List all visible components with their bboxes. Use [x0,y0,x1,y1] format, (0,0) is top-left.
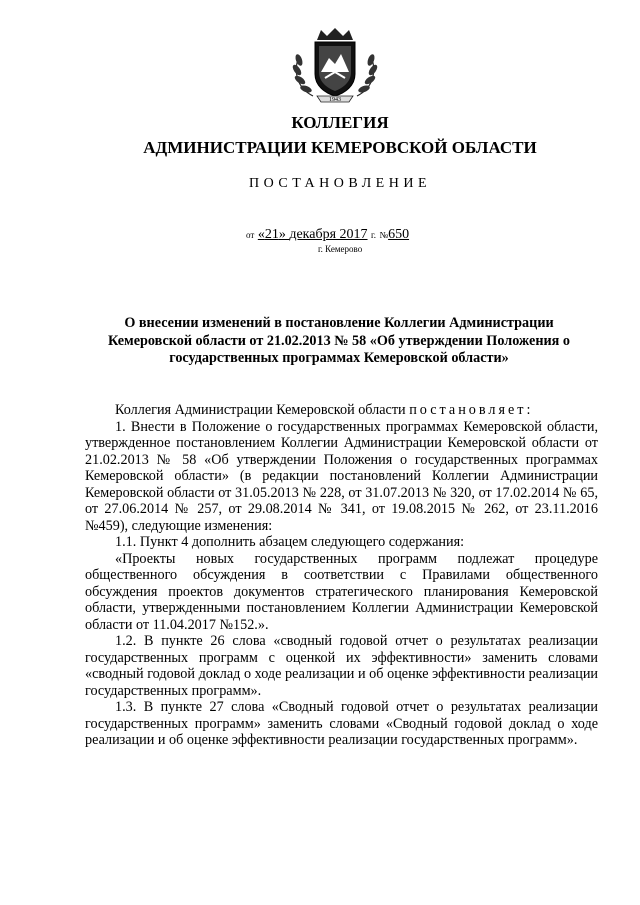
paragraph-1: 1. Внести в Положение о государственных программах Кемеровской области, утвержденное постановлением Коллегии Администрации Кемеровской области от 21.02.2013 № 58 «Об утверждении Положения о государственных программах Кемеровской области» (в редакции постановлений Коллегии Администрации Кемеровской области от 31.05.2013 № 228, от 31.07.2013 № 320, от 17.02.2014 № 65, от 27.06.2014 № 257, от 29.08.2014 № 341, от 19.08.2015 № 262, от 23.11.2016 №459), следующие изменения: [85,418,598,534]
paragraph-1-3: 1.3. В пункте 27 слова «Сводный годовой отчет о результатах реализации государственных программ» заменить словами «Сводный годовой доклад о ходе реализации и об оценке эффективности реализации государственных программ». [85,699,598,748]
date-year-suffix: г. [371,230,376,240]
paragraph-1-2: 1.2. В пункте 26 слова «сводный годовой отчет о результатах реализации государственных программ с оценкой их эффективности» заменить словами «сводный годовой доклад о ходе реализации и об оценке эффективности реализации государственных программ». [85,633,598,699]
paragraph-1-1-quote: «Проекты новых государственных программ подлежат процедуре общественного обсуждения в соответствии с Правилами общественного обсуждения проектов документов стратегического планирования Кемеровской области, утвержденными постановлением Коллегии Администрации Кемеровской области от 11.04.2017 №152.». [85,550,598,633]
number-sign: № [379,230,389,240]
date-from-label: от [246,230,255,240]
document-title: О внесении изменений в постановление Коллегии Администрации Кемеровской области от 21.02.2013 № 58 «Об утверждении Положения о государственных программах Кемеровской области» [107,315,570,367]
document-number: 650 [388,227,410,242]
intro-decree-word: постановляет: [409,402,534,418]
intro-paragraph [85,402,598,419]
emblem-year: 1943 [329,97,341,103]
intro-prefix: Коллегия Администрации Кемеровской области [115,402,410,418]
org-name-line1: КОЛЛЕГИЯ [291,113,389,132]
date-month-year: декабря 2017 [289,227,368,242]
org-name-line2: АДМИНИСТРАЦИИ КЕМЕРОВСКОЙ ОБЛАСТИ [143,138,537,157]
paragraph-1-1: 1.1. Пункт 4 дополнить абзацем следующего содержания: [115,534,465,550]
date-day: 21 [264,227,279,242]
date-line: от «21» декабря 2017 г. №650 [246,227,410,242]
city-label: г. Кемерово [318,244,363,254]
coat-of-arms-emblem [283,26,387,104]
document-type: ПОСТАНОВЛЕНИЕ [248,176,432,191]
document-body [85,402,598,749]
